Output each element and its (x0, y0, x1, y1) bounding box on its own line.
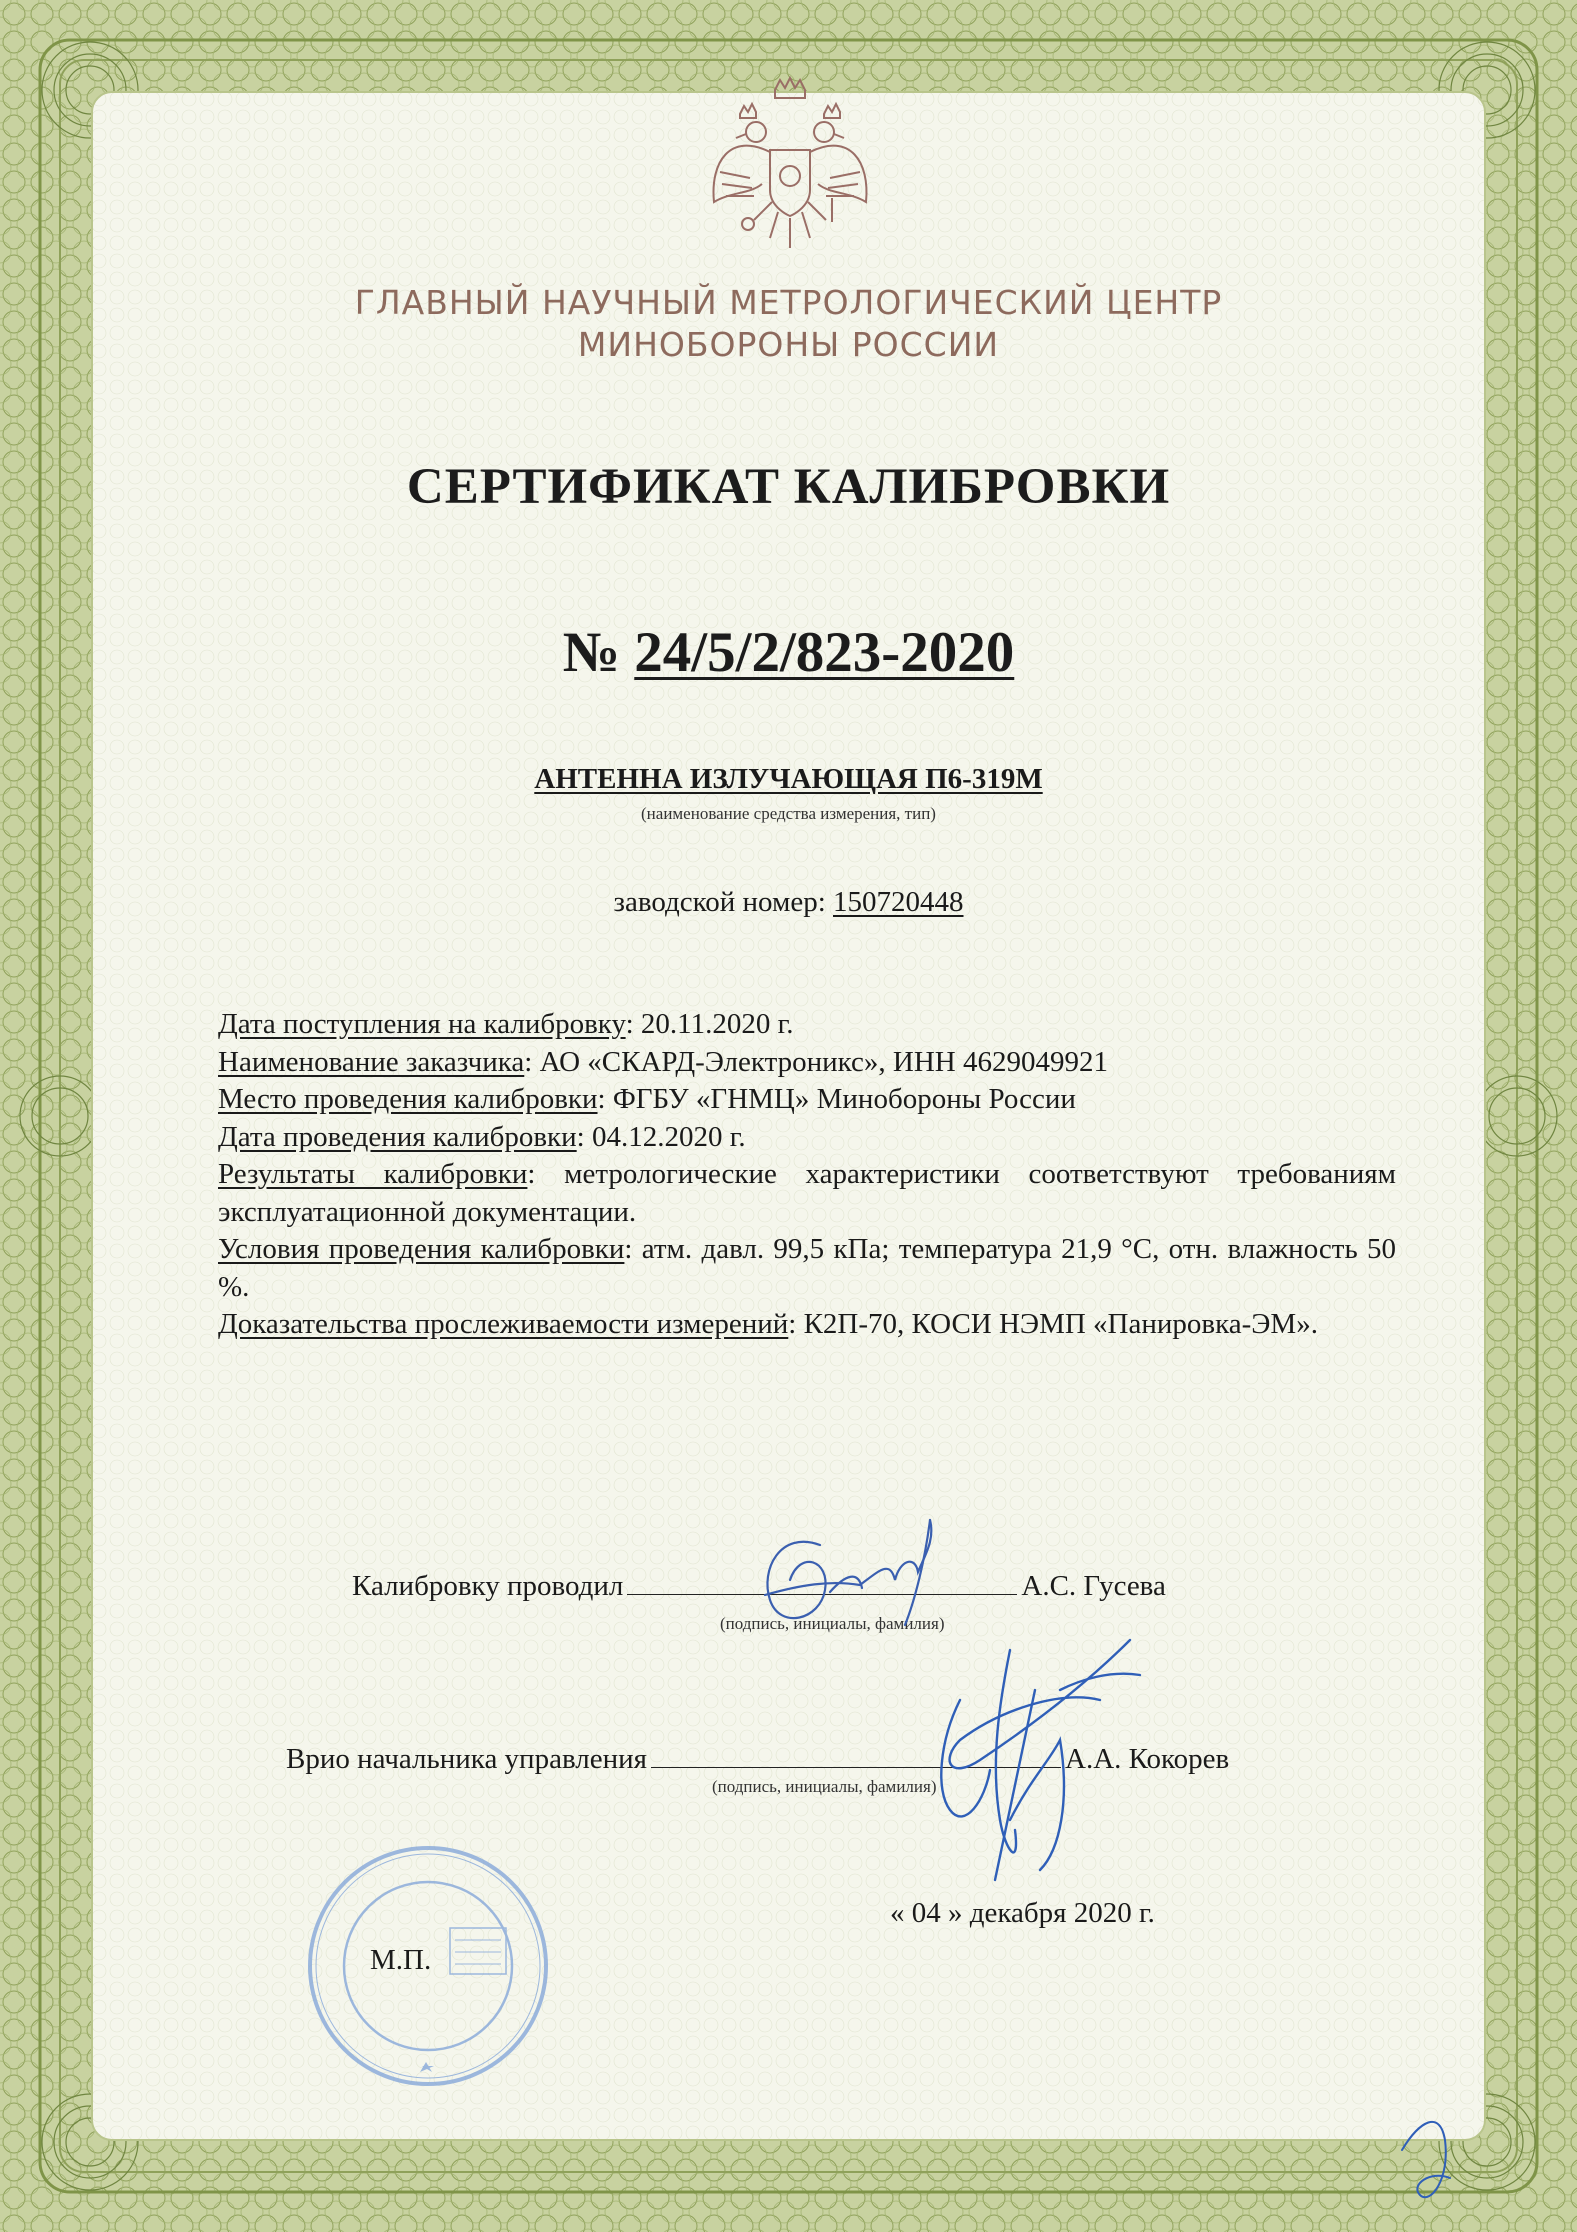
field-value: : 04.12.2020 г. (576, 1120, 746, 1153)
field-value: : ФГБУ «ГНМЦ» Минобороны России (597, 1083, 1076, 1115)
stamp-place-label: М.П. (370, 1944, 432, 1976)
field-value: : АО «СКАРД-Электроникс», ИНН 4629049921 (524, 1045, 1108, 1078)
field-label: Место проведения калибровки (218, 1083, 598, 1115)
field-traceability (218, 1306, 1396, 1344)
signature-line (627, 1568, 1017, 1595)
field-label: Дата поступления на калибровку (218, 1008, 626, 1040)
serial-number (0, 886, 1577, 919)
field-customer (218, 1044, 1396, 1082)
calibrator-name: А.С. Гусева (1021, 1570, 1166, 1602)
field-receipt-date (218, 1006, 1396, 1044)
field-label: Доказательства прослеживаемости измерений (218, 1308, 789, 1340)
field-value: : 20.11.2020 г. (625, 1008, 794, 1040)
field-value: : метрологические характеристики соответствуют требованиям эксплуатационной документации. (218, 1158, 1396, 1228)
field-label: Наименование заказчика (218, 1045, 525, 1078)
field-label: Дата проведения калибровки (218, 1120, 577, 1153)
field-calibration-date (218, 1119, 1396, 1157)
device-name: АНТЕННА ИЗЛУЧАЮЩАЯ П6-319М (534, 763, 1043, 795)
head-name: А.А. Кокорев (1065, 1743, 1230, 1775)
field-results (218, 1156, 1396, 1231)
certificate-number (0, 620, 1577, 685)
head-signature-row (286, 1741, 1229, 1776)
head-role: Врио начальника управления (286, 1743, 647, 1775)
org-title-line2: МИНОБОРОНЫ РОССИИ (577, 325, 1000, 364)
field-label: Результаты калибровки (218, 1158, 528, 1190)
field-place (218, 1081, 1396, 1119)
field-label: Условия проведения калибровки (218, 1233, 625, 1265)
certificate-title: СЕРТИФИКАТ КАЛИБРОВКИ (406, 459, 1171, 515)
field-value: : атм. давл. 99,5 кПа; температура 21,9 °С, отн. влажность 50 %. (218, 1233, 1396, 1303)
serial-value: 150720448 (833, 886, 964, 918)
calibrator-signature-row (352, 1568, 1166, 1603)
certificate-number-value: 24/5/2/823-2020 (634, 621, 1015, 684)
coat-of-arms-emblem (700, 72, 880, 262)
certificate-number-prefix: № (562, 621, 621, 684)
signature-line (651, 1741, 1061, 1768)
calibrator-role: Калибровку проводил (352, 1570, 624, 1602)
device-caption: (наименование средства измерения, тип) (641, 804, 936, 823)
field-conditions (218, 1231, 1396, 1306)
calibration-fields (218, 1006, 1396, 1344)
field-value: : К2П-70, КОСИ НЭМП «Панировка-ЭМ». (788, 1308, 1318, 1340)
serial-label: заводской номер: (613, 886, 826, 918)
head-signature-caption: (подпись, инициалы, фамилия) (712, 1777, 937, 1796)
calibrator-signature-caption: (подпись, инициалы, фамилия) (720, 1614, 945, 1633)
org-title-line1: ГЛАВНЫЙ НАУЧНЫЙ МЕТРОЛОГИЧЕСКИЙ ЦЕНТР (354, 283, 1223, 322)
issue-date: « 04 » декабря 2020 г. (890, 1897, 1155, 1929)
